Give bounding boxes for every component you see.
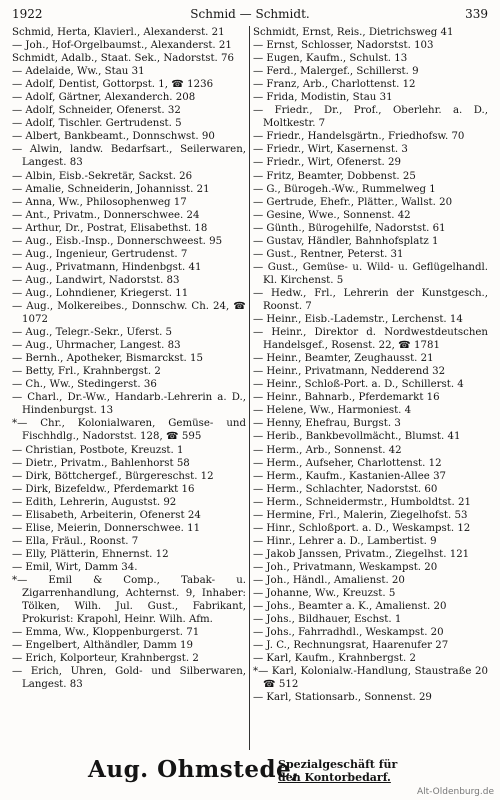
directory-entry: — Karl, Kaufm., Krahnbergst. 2 bbox=[253, 653, 417, 665]
directory-entry: — Joh., Privatmann, Weskampst. 20 bbox=[253, 561, 438, 573]
directory-entry: — Emil, Wirt, Damm 34. bbox=[12, 561, 138, 573]
directory-entry: Schmid, Herta, Klavierl., Alexanderst. 21 bbox=[12, 27, 225, 38]
directory-entry: — Heinr., Direktor d. Nordwestdeutschen Handelsgef., Rosenst. 22, ☎ 1781 bbox=[253, 327, 488, 352]
directory-entry: — Christian, Postbote, Kreuzst. 1 bbox=[12, 444, 184, 456]
directory-entry: — Aug., Eisb.-Insp., Donnerschweest. 95 bbox=[12, 235, 223, 247]
directory-entry: — Aug., Landwirt, Nadorstst. 83 bbox=[12, 274, 180, 286]
directory-entry: — Bernh., Apotheker, Bismarckst. 15 bbox=[12, 353, 203, 365]
directory-entry: — Eugen, Kaufm., Schulst. 13 bbox=[253, 53, 408, 65]
ad-tagline-1: Spezialgeschäft für bbox=[278, 758, 398, 771]
directory-entry: — Friedr., Handelsgärtn., Friedhofsw. 70 bbox=[253, 131, 465, 143]
directory-entry: — Dietr., Privatm., Bahlenhorst 58 bbox=[12, 457, 190, 469]
directory-entry: — Heinr., Beamter, Zeughausst. 21 bbox=[253, 353, 434, 365]
directory-entry: — Dirk, Bizefeldw., Pferdemarkt 16 bbox=[12, 483, 195, 495]
ad-tagline-2: den Kontorbedarf. bbox=[278, 771, 391, 784]
directory-entry: — Günth., Bürogehilfe, Nadorstst. 61 bbox=[253, 222, 446, 234]
directory-entry: — Ferd., Malergef., Schillerst. 9 bbox=[253, 66, 419, 78]
directory-entry: — Erich, Uhren, Gold- und Silberwaren, Langest. 83 bbox=[12, 666, 246, 691]
directory-entry: — Ernst, Schlosser, Nadorstst. 103 bbox=[253, 40, 434, 52]
directory-entry: — Albin, Eisb.-Sekretär, Sackst. 26 bbox=[12, 170, 193, 182]
left-column bbox=[12, 26, 250, 750]
directory-entry: — Hinr., Schloßport. a. D., Weskampst. 12 bbox=[253, 522, 471, 534]
directory-entry: — Elly, Plätterin, Ehnernst. 12 bbox=[12, 548, 169, 560]
directory-entry: *— Chr., Kolonialwaren, Gemüse- und Fischhdlg., Nadorstst. 128, ☎ 595 bbox=[12, 418, 246, 443]
directory-entry: — Johs., Bildhauer, Eschst. 1 bbox=[253, 614, 402, 626]
directory-entry: — Gust., Rentner, Peterst. 31 bbox=[253, 248, 404, 260]
directory-entry: — Heinr., Privatmann, Nedderend 32 bbox=[253, 366, 446, 378]
directory-entry: — Adelaide, Ww., Stau 31 bbox=[12, 66, 145, 78]
watermark: Alt-Oldenburg.de bbox=[416, 787, 494, 797]
directory-entry: — Anna, Ww., Philosophenweg 17 bbox=[12, 196, 187, 208]
directory-entry: — Aug., Privatmann, Hindenbgst. 41 bbox=[12, 261, 202, 273]
directory-entry: — Emma, Ww., Kloppenburgerst. 71 bbox=[12, 627, 200, 639]
directory-entry: — Adolf, Gärtner, Alexanderch. 208 bbox=[12, 92, 196, 104]
directory-entry: — Hermine, Frl., Malerin, Ziegelhofst. 53 bbox=[253, 509, 468, 521]
directory-entry: — Gertrude, Ehefr., Plätter., Wallst. 20 bbox=[253, 196, 453, 208]
directory-entry: — Aug., Lohndiener, Kriegerst. 11 bbox=[12, 287, 189, 299]
directory-entry: — Betty, Frl., Krahnbergst. 2 bbox=[12, 366, 161, 378]
directory-entry: — Aug., Ingenieur, Gertrudenst. 7 bbox=[12, 248, 188, 260]
directory-entry: — Johanne, Ww., Kreuzst. 5 bbox=[253, 588, 396, 600]
directory-entry: *— Emil & Comp., Tabak- u. Zigarrenhandlung, Achternst. 9, Inhaber: Tölken, Wilh. Jul. Gust., Fabrikant, Prokurist: Krapohl, Heinr. Wilh. Afm. bbox=[12, 574, 246, 626]
directory-entry: Schmidt, Ernst, Reis., Dietrichsweg 41 bbox=[253, 27, 454, 38]
directory-entry: — Herm., Arb., Sonnenst. 42 bbox=[253, 444, 402, 456]
directory-entry: — Gustav, Händler, Bahnhofsplatz 1 bbox=[253, 235, 439, 247]
directory-entry: — Helene, Ww., Harmoniest. 4 bbox=[253, 405, 412, 417]
directory-entry: — Adolf, Schneider, Ofenerst. 32 bbox=[12, 105, 181, 117]
directory-entry: — Friedr., Wirt, Ofenerst. 29 bbox=[253, 157, 402, 169]
directory-entry: Schmidt, Adalb., Staat. Sek., Nadorstst. 76 bbox=[12, 53, 234, 65]
directory-entry: — Herm., Schneidermstr., Humboldtst. 21 bbox=[253, 496, 471, 508]
directory-entry: — Aug., Molkereibes., Donnschw. Ch. 24, ☎ 1072 bbox=[12, 300, 246, 326]
directory-columns bbox=[12, 26, 488, 750]
page-header bbox=[12, 6, 488, 22]
directory-entry: — Franz, Arb., Charlottenst. 12 bbox=[253, 79, 416, 91]
page-number: 339 bbox=[465, 7, 488, 21]
page-title: Schmid — Schmidt. bbox=[190, 7, 310, 21]
directory-entry: — Adolf, Tischler. Gertrudenst. 5 bbox=[12, 118, 182, 130]
advertiser-name: Aug. Ohmstede, bbox=[88, 756, 300, 783]
directory-entry: — G., Bürogeh.-Ww., Rummelweg 1 bbox=[253, 183, 436, 195]
directory-entry: — Herm., Schlachter, Nadorstst. 60 bbox=[253, 483, 438, 495]
directory-entry: — Herm., Kaufm., Kastanien-Allee 37 bbox=[253, 470, 447, 482]
directory-entry: — Albert, Bankbeamt., Donnschwst. 90 bbox=[12, 131, 215, 143]
directory-entry: — Joh., Händl., Amalienst. 20 bbox=[253, 574, 405, 586]
directory-entry: — Elisabeth, Arbeiterin, Ofenerst 24 bbox=[12, 509, 201, 521]
directory-entry: — Heinr., Eisb.-Lademstr., Lerchenst. 14 bbox=[253, 314, 463, 326]
directory-entry: — Joh., Hof-Orgelbaumst., Alexanderst. 21 bbox=[12, 40, 232, 52]
directory-entry: — Gust., Gemüse- u. Wild- u. Geflügelhandl. Kl. Kirchenst. 5 bbox=[253, 261, 488, 286]
directory-entry: — Erich, Kolporteur, Krahnbergst. 2 bbox=[12, 653, 199, 665]
directory-entry: — Ant., Privatm., Donnerschwee. 24 bbox=[12, 209, 200, 221]
right-column bbox=[250, 26, 488, 750]
directory-entry: — Adolf, Dentist, Gottorpst. 1, ☎ 1236 bbox=[12, 79, 214, 91]
directory-entry: — Aug., Uhrmacher, Langest. 83 bbox=[12, 340, 181, 352]
directory-entry: — Herib., Bankbevollmächt., Blumst. 41 bbox=[253, 431, 461, 443]
directory-entry: — Charl., Dr.-Ww., Handarb.-Lehrerin a. D., Hindenburgst. 13 bbox=[12, 392, 246, 417]
directory-entry: — Henny, Ehefrau, Burgst. 3 bbox=[253, 418, 401, 430]
directory-entry: — Elise, Meierin, Donnerschwee. 11 bbox=[12, 522, 201, 534]
directory-entry: — Friedr., Wirt, Kasernenst. 3 bbox=[253, 144, 408, 156]
directory-entry: — Aug., Telegr.-Sekr., Uferst. 5 bbox=[12, 327, 173, 339]
directory-entry: — Karl, Stationsarb., Sonnenst. 29 bbox=[253, 692, 432, 704]
directory-entry: — Heinr., Schloß-Port. a. D., Schillerst. 4 bbox=[253, 379, 464, 391]
directory-entry: — Alwin, landw. Bedarfsart., Seilerwaren, Langest. 83 bbox=[12, 144, 246, 169]
directory-entry: — Jakob Janssen, Privatm., Ziegelhst. 121 bbox=[253, 548, 470, 560]
directory-entry: — Johs., Fahrradhdl., Weskampst. 20 bbox=[253, 627, 444, 639]
directory-entry: — Herm., Aufseher, Charlottenst. 12 bbox=[253, 457, 442, 469]
directory-entry: — Fritz, Beamter, Dobbenst. 25 bbox=[253, 170, 416, 182]
directory-entry: — Engelbert, Althändler, Damm 19 bbox=[12, 640, 193, 652]
directory-entry: — Dirk, Böttchergef., Bürgereschst. 12 bbox=[12, 470, 214, 482]
directory-entry: — Hedw., Frl., Lehrerin der Kunstgesch., Roonst. 7 bbox=[253, 287, 488, 312]
directory-year: 1922 bbox=[12, 7, 43, 21]
directory-entry: — Johs., Beamter a. K., Amalienst. 20 bbox=[253, 601, 447, 613]
directory-entry: — Arthur, Dr., Postrat, Elisabethst. 18 bbox=[12, 222, 208, 234]
directory-entry: — J. C., Rechnungsrat, Haarenufer 27 bbox=[253, 640, 449, 652]
directory-entry: — Ch., Ww., Stedingerst. 36 bbox=[12, 379, 157, 391]
directory-entry: *— Karl, Kolonialw.-Handlung, Staustraße 20 ☎ 512 bbox=[253, 666, 488, 691]
directory-entry: — Hinr., Lehrer a. D., Lambertist. 9 bbox=[253, 535, 437, 547]
directory-entry: — Amalie, Schneiderin, Johannisst. 21 bbox=[12, 183, 210, 195]
directory-entry: — Edith, Lehrerin, Augustst. 92 bbox=[12, 496, 177, 508]
directory-entry: — Heinr., Bahnarb., Pferdemarkt 16 bbox=[253, 392, 440, 404]
advertisement bbox=[0, 752, 500, 788]
directory-entry: — Ella, Fräul., Roonst. 7 bbox=[12, 535, 139, 547]
directory-entry: — Friedr., Dr., Prof., Oberlehr. a. D., Moltkestr. 7 bbox=[253, 105, 488, 130]
directory-entry: — Gesine, Wwe., Sonnenst. 42 bbox=[253, 209, 411, 221]
directory-entry: — Frida, Modistin, Stau 31 bbox=[253, 92, 393, 104]
